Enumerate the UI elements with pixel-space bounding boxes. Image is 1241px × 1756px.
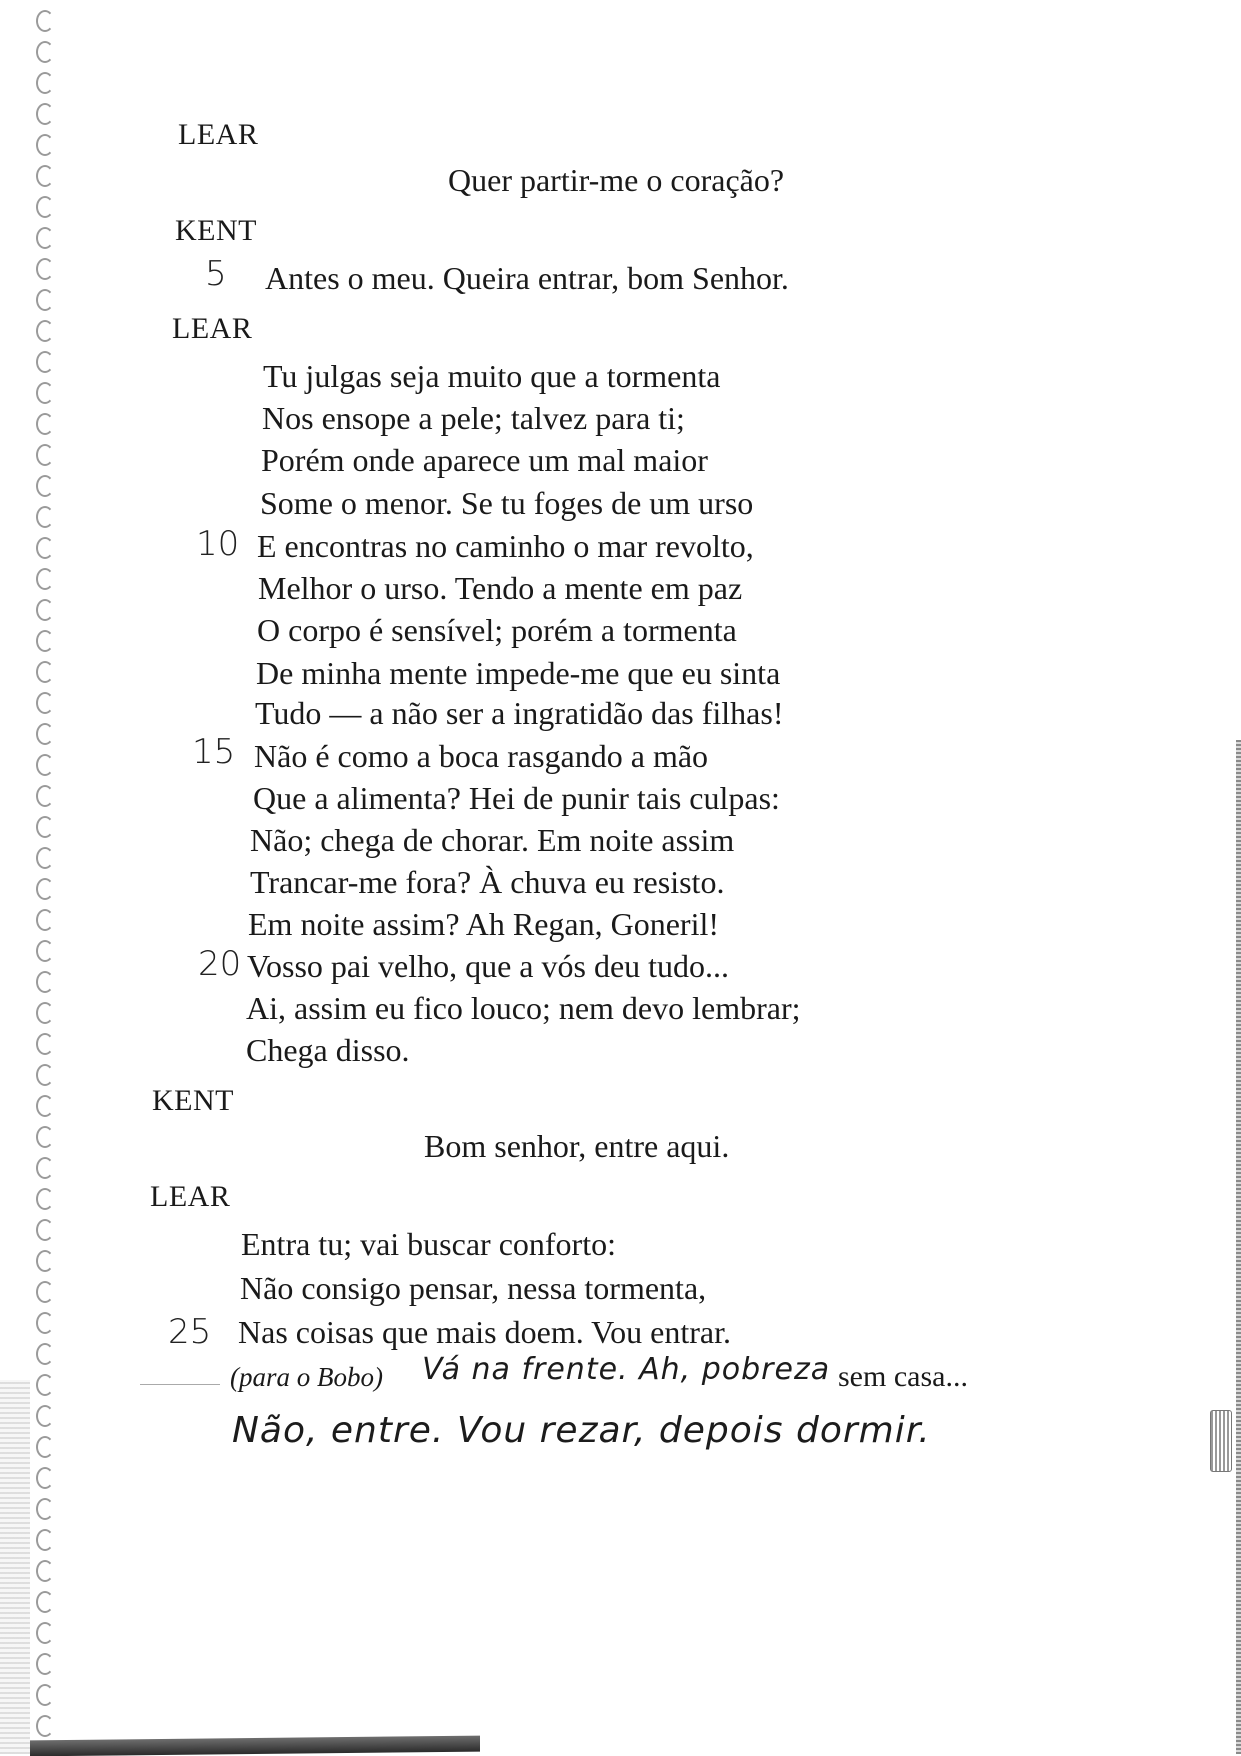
binding-ring xyxy=(36,382,54,404)
binding-ring xyxy=(36,1405,54,1427)
speaker-name: LEAR xyxy=(150,1180,231,1213)
binding-ring xyxy=(36,1498,54,1520)
binding-ring xyxy=(36,1715,54,1737)
binding-ring xyxy=(36,1374,54,1396)
stage-direction: (para o Bobo) xyxy=(230,1362,383,1392)
binding-shadow xyxy=(0,1380,30,1754)
binding-ring xyxy=(36,1095,54,1117)
binding-ring xyxy=(36,1653,54,1675)
line-number: 25 xyxy=(168,1312,212,1352)
binding-ring xyxy=(36,1312,54,1334)
binding-ring xyxy=(36,351,54,373)
binding-ring xyxy=(36,227,54,249)
verse-line: Nas coisas que mais doem. Vou entrar. xyxy=(238,1314,731,1350)
binding-ring xyxy=(36,1126,54,1148)
verse-line: Porém onde aparece um mal maior xyxy=(261,442,708,478)
binding-ring xyxy=(36,1033,54,1055)
verse-line: Nos ensope a pele; talvez para ti; xyxy=(262,400,685,436)
verse-line: Chega disso. xyxy=(246,1032,410,1068)
verse-line: Não é como a boca rasgando a mão xyxy=(254,738,709,774)
verse-line: Vosso pai velho, que a vós deu tudo... xyxy=(247,948,730,984)
binding-ring xyxy=(36,1529,54,1551)
verse-line: Tu julgas seja muito que a tormenta xyxy=(263,358,721,394)
spiral-binding xyxy=(30,10,70,1754)
verse-line: O corpo é sensível; porém a tormenta xyxy=(257,612,737,648)
binding-ring xyxy=(36,692,54,714)
verse-line: Ai, assim eu fico louco; nem devo lembrar; xyxy=(246,990,801,1026)
binding-ring xyxy=(36,320,54,342)
scan-edge-shadow xyxy=(30,1736,480,1756)
binding-ring xyxy=(36,723,54,745)
speaker-name: LEAR xyxy=(178,118,259,151)
binding-ring xyxy=(36,630,54,652)
binding-ring xyxy=(36,661,54,683)
binding-ring xyxy=(36,475,54,497)
verse-line: Que a alimenta? Hei de punir tais culpas: xyxy=(253,780,780,816)
verse-line: Quer partir-me o coração? xyxy=(448,162,785,198)
binding-ring xyxy=(36,1684,54,1706)
binding-ring xyxy=(36,41,54,63)
verse-line: Antes o meu. Queira entrar, bom Senhor. xyxy=(265,260,789,296)
binding-ring xyxy=(36,1064,54,1086)
binding-ring xyxy=(36,568,54,590)
binding-ring xyxy=(36,444,54,466)
binding-ring xyxy=(36,940,54,962)
speaker-name: LEAR xyxy=(172,312,253,345)
binding-ring xyxy=(36,196,54,218)
binding-ring xyxy=(36,1281,54,1303)
binding-ring xyxy=(36,599,54,621)
verse-line: De minha mente impede-me que eu sinta xyxy=(256,655,781,691)
binding-ring xyxy=(36,103,54,125)
verse-line: sem casa... xyxy=(838,1360,968,1393)
verse-line: Trancar-me fora? À chuva eu resisto. xyxy=(250,864,725,900)
binding-ring xyxy=(36,909,54,931)
binding-ring xyxy=(36,10,54,32)
binding-ring xyxy=(36,785,54,807)
verse-line: Em noite assim? Ah Regan, Goneril! xyxy=(248,906,720,942)
binding-ring xyxy=(36,1436,54,1458)
binding-ring xyxy=(36,816,54,838)
binding-ring xyxy=(36,754,54,776)
speaker-name: KENT xyxy=(152,1084,234,1117)
binding-ring xyxy=(36,1591,54,1613)
verse-line: Some o menor. Se tu foges de um urso xyxy=(260,485,754,521)
binding-ring xyxy=(36,413,54,435)
verse-line: Entra tu; vai buscar conforto: xyxy=(241,1226,616,1262)
verse-line: E encontras no caminho o mar revolto, xyxy=(257,528,754,564)
binding-ring xyxy=(36,1343,54,1365)
handwritten-line: Não, entre. Vou rezar, depois dormir. xyxy=(232,1410,931,1451)
binding-ring xyxy=(36,134,54,156)
verse-line: Melhor o urso. Tendo a mente em paz xyxy=(258,570,743,606)
verse-line: Não; chega de chorar. Em noite assim xyxy=(250,822,735,858)
binding-ring xyxy=(36,1467,54,1489)
line-number: 5 xyxy=(205,254,227,294)
binding-ring xyxy=(36,878,54,900)
binding-ring xyxy=(36,1622,54,1644)
strikethrough-mark xyxy=(140,1384,220,1385)
binding-ring xyxy=(36,506,54,528)
binding-ring xyxy=(36,847,54,869)
binding-ring xyxy=(36,1188,54,1210)
binding-ring xyxy=(36,258,54,280)
line-number: 20 xyxy=(198,944,242,984)
binding-ring xyxy=(36,72,54,94)
verse-line: Não consigo pensar, nessa tormenta, xyxy=(240,1270,707,1306)
page-edge xyxy=(1236,740,1241,1754)
binding-ring xyxy=(36,971,54,993)
binding-ring xyxy=(36,1250,54,1272)
binding-ring xyxy=(36,537,54,559)
binding-ring xyxy=(36,1002,54,1024)
line-number: 10 xyxy=(196,524,240,564)
binding-ring xyxy=(36,1560,54,1582)
verse-line: Tudo — a não ser a ingratidão das filhas! xyxy=(255,695,784,731)
binding-ring xyxy=(36,1219,54,1241)
line-number: 15 xyxy=(192,732,236,772)
speaker-name: KENT xyxy=(175,214,257,247)
verse-line: Bom senhor, entre aqui. xyxy=(424,1128,730,1164)
binding-ring xyxy=(36,1157,54,1179)
handwritten-correction: Vá na frente. Ah, pobreza xyxy=(422,1352,831,1387)
binding-ring xyxy=(36,289,54,311)
binding-ring xyxy=(36,165,54,187)
page-tab-mark xyxy=(1210,1410,1232,1472)
